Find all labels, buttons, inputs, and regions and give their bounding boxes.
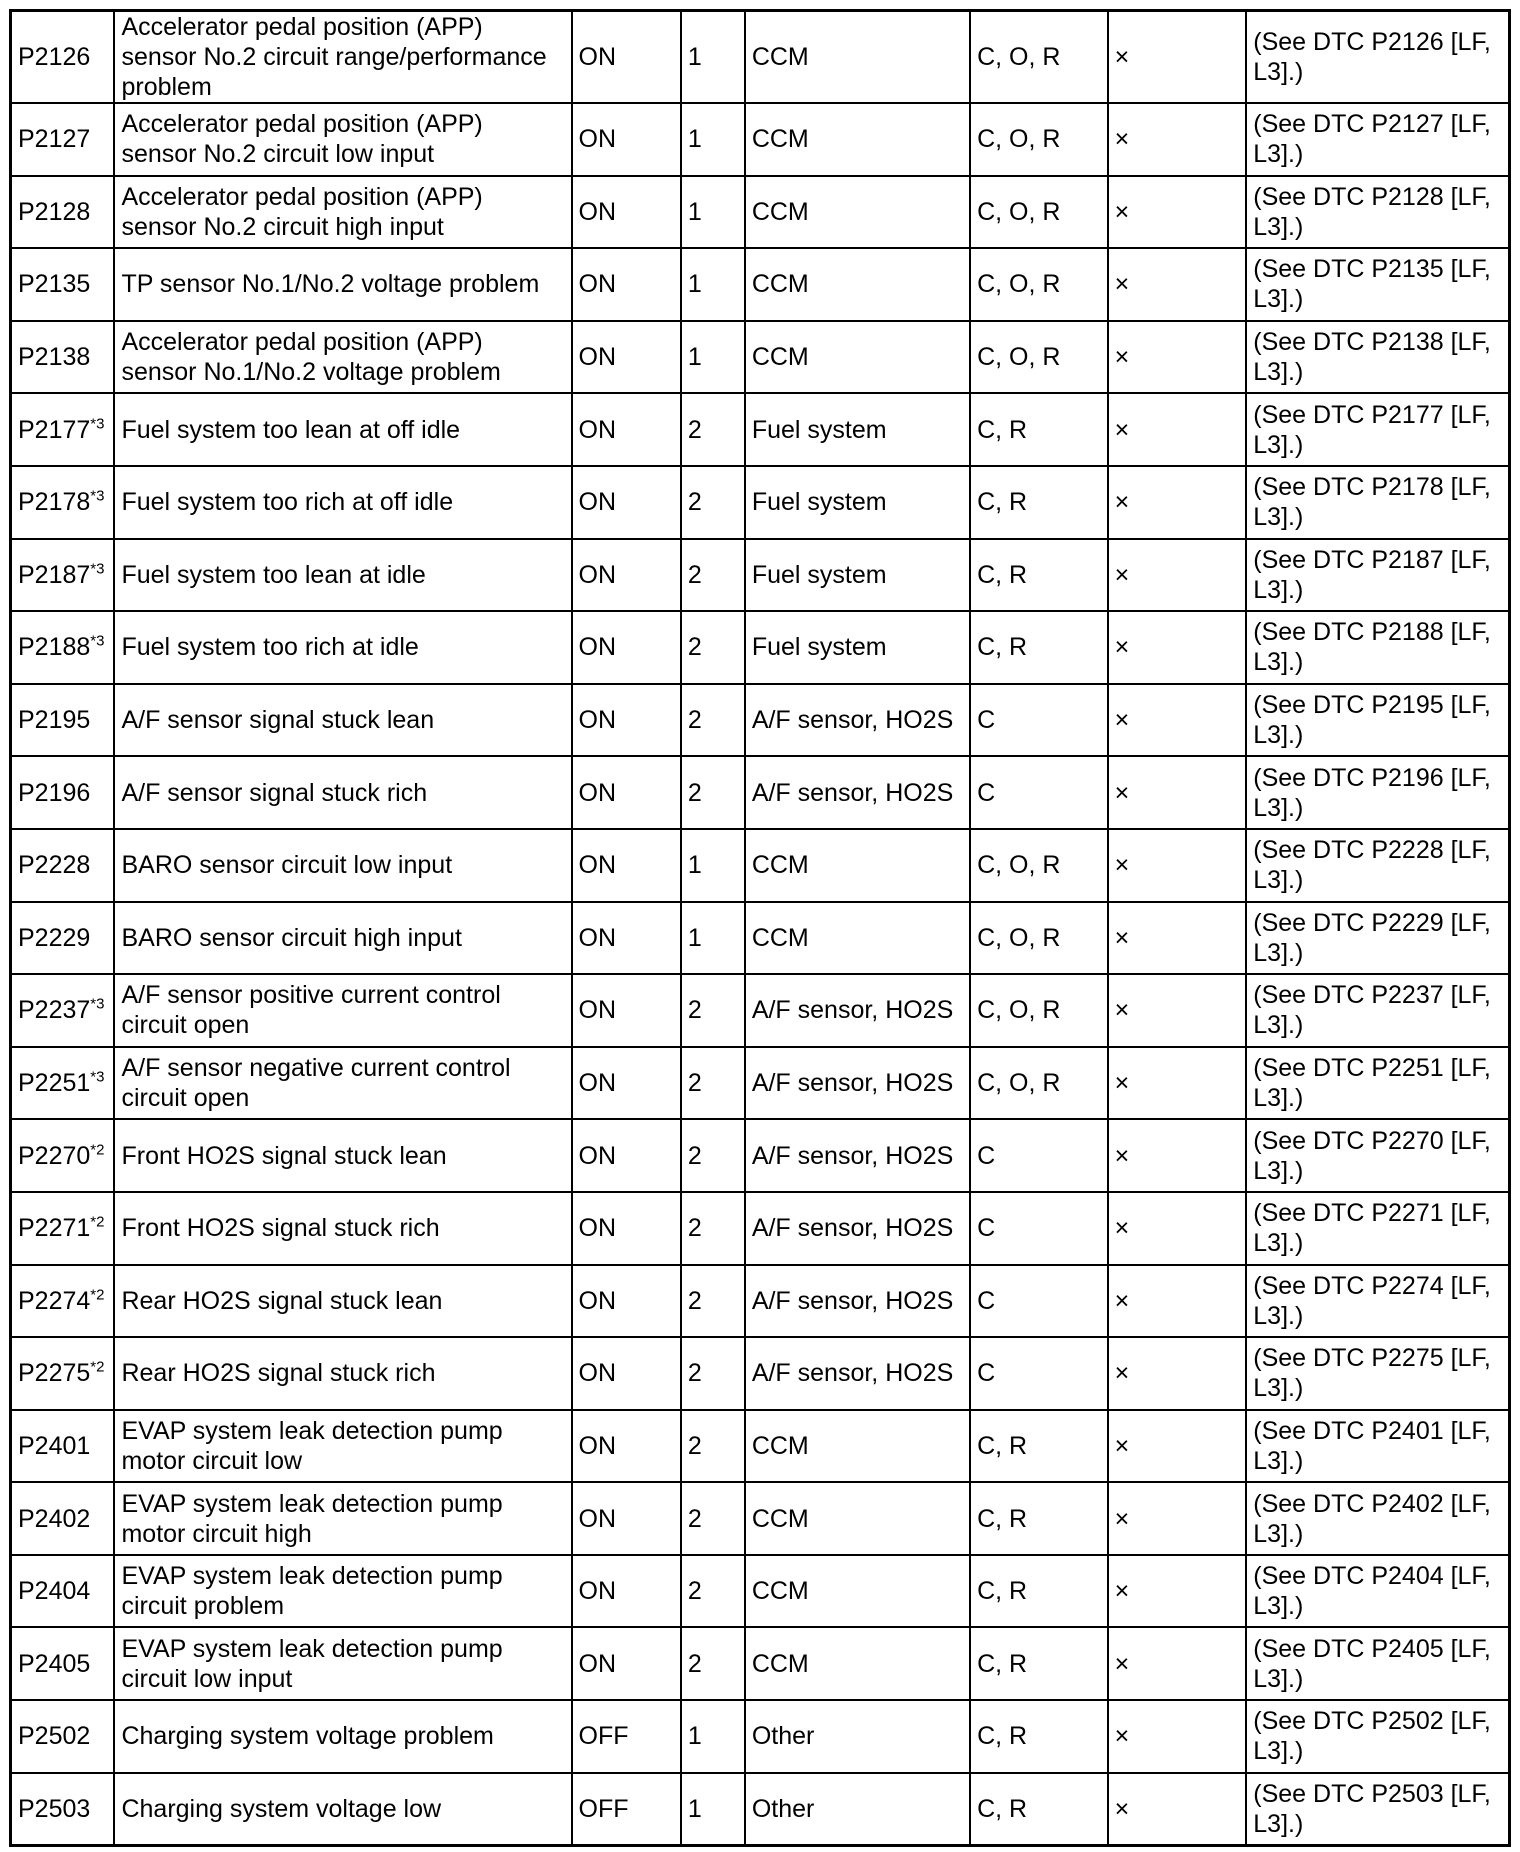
dtc-code: P2187 bbox=[18, 560, 91, 589]
drive-cycle-cell: 2 bbox=[681, 1119, 745, 1192]
dtc-code-footnote: *3 bbox=[90, 996, 105, 1014]
monitor-item-cell: A/F sensor, HO2S bbox=[745, 1337, 970, 1410]
monitor-item-cell: A/F sensor, HO2S bbox=[745, 1119, 970, 1192]
mil-cell: ON bbox=[572, 248, 681, 321]
reference-link[interactable]: (See DTC P2128 [LF, L3].) bbox=[1246, 176, 1509, 249]
dtc-code-cell bbox=[11, 1192, 115, 1265]
mil-cell: ON bbox=[572, 829, 681, 902]
reference-link[interactable]: (See DTC P2228 [LF, L3].) bbox=[1246, 829, 1509, 902]
reference-link[interactable]: (See DTC P2274 [LF, L3].) bbox=[1246, 1265, 1509, 1338]
table-row bbox=[11, 248, 1510, 321]
memory-function-cell: C bbox=[970, 1119, 1108, 1192]
table-row bbox=[11, 611, 1510, 684]
reference-link[interactable]: (See DTC P2404 [LF, L3].) bbox=[1246, 1555, 1509, 1628]
monitor-item-cell: CCM bbox=[745, 1482, 970, 1555]
table-row bbox=[11, 1627, 1510, 1700]
drive-cycle-cell: 1 bbox=[681, 829, 745, 902]
dtc-code-cell bbox=[11, 1700, 115, 1773]
dtc-code: P2196 bbox=[18, 778, 91, 807]
drive-cycle-cell: 1 bbox=[681, 1700, 745, 1773]
table-row bbox=[11, 1773, 1510, 1846]
drive-cycle-cell: 1 bbox=[681, 902, 745, 975]
monitor-item-cell: A/F sensor, HO2S bbox=[745, 1192, 970, 1265]
reference-link[interactable]: (See DTC P2229 [LF, L3].) bbox=[1246, 902, 1509, 975]
dtc-code-cell bbox=[11, 756, 115, 829]
dtc-code-cell bbox=[11, 1265, 115, 1338]
dtc-code-cell bbox=[11, 248, 115, 321]
flag-cell: × bbox=[1108, 684, 1247, 757]
dtc-code: P2405 bbox=[18, 1649, 91, 1678]
flag-cell: × bbox=[1108, 1192, 1247, 1265]
drive-cycle-cell: 2 bbox=[681, 1410, 745, 1483]
dtc-code: P2271 bbox=[18, 1214, 91, 1243]
dtc-code-footnote: *2 bbox=[90, 1286, 105, 1304]
description-cell: Accelerator pedal position (APP) sensor No.1/No.2 voltage problem bbox=[114, 321, 571, 394]
mil-cell: ON bbox=[572, 539, 681, 612]
memory-function-cell: C, O, R bbox=[970, 321, 1108, 394]
dtc-code-cell bbox=[11, 1482, 115, 1555]
mil-cell: ON bbox=[572, 1192, 681, 1265]
table-row bbox=[11, 1555, 1510, 1628]
memory-function-cell: C, O, R bbox=[970, 902, 1108, 975]
flag-cell: × bbox=[1108, 103, 1247, 176]
dtc-code-footnote: *2 bbox=[90, 1141, 105, 1159]
table-row bbox=[11, 1482, 1510, 1555]
dtc-code-cell bbox=[11, 1627, 115, 1700]
table-row bbox=[11, 103, 1510, 176]
memory-function-cell: C, O, R bbox=[970, 1047, 1108, 1120]
monitor-item-cell: Other bbox=[745, 1700, 970, 1773]
dtc-code-cell bbox=[11, 321, 115, 394]
mil-cell: ON bbox=[572, 684, 681, 757]
table-row bbox=[11, 176, 1510, 249]
flag-cell: × bbox=[1108, 611, 1247, 684]
description-cell: Accelerator pedal position (APP) sensor No.2 circuit low input bbox=[114, 103, 571, 176]
memory-function-cell: C, R bbox=[970, 1555, 1108, 1628]
drive-cycle-cell: 2 bbox=[681, 684, 745, 757]
dtc-code: P2138 bbox=[18, 343, 91, 372]
dtc-code: P2275 bbox=[18, 1359, 91, 1388]
memory-function-cell: C, R bbox=[970, 1482, 1108, 1555]
dtc-code-cell bbox=[11, 466, 115, 539]
dtc-code: P2229 bbox=[18, 923, 91, 952]
table-row bbox=[11, 11, 1510, 104]
memory-function-cell: C bbox=[970, 684, 1108, 757]
description-cell: Accelerator pedal position (APP) sensor No.2 circuit high input bbox=[114, 176, 571, 249]
dtc-code-cell bbox=[11, 611, 115, 684]
description-cell: EVAP system leak detection pump motor circuit low bbox=[114, 1410, 571, 1483]
flag-cell: × bbox=[1108, 1482, 1247, 1555]
dtc-code-cell bbox=[11, 11, 115, 104]
monitor-item-cell: CCM bbox=[745, 1410, 970, 1483]
dtc-code: P2274 bbox=[18, 1286, 91, 1315]
table-row bbox=[11, 829, 1510, 902]
flag-cell: × bbox=[1108, 321, 1247, 394]
memory-function-cell: C, R bbox=[970, 1773, 1108, 1846]
memory-function-cell: C, O, R bbox=[970, 974, 1108, 1047]
dtc-code-footnote: *2 bbox=[90, 1213, 105, 1231]
dtc-code: P2228 bbox=[18, 851, 91, 880]
mil-cell: ON bbox=[572, 466, 681, 539]
mil-cell: ON bbox=[572, 1627, 681, 1700]
reference-link[interactable]: (See DTC P2127 [LF, L3].) bbox=[1246, 103, 1509, 176]
reference-link[interactable]: (See DTC P2503 [LF, L3].) bbox=[1246, 1773, 1509, 1846]
monitor-item-cell: A/F sensor, HO2S bbox=[745, 756, 970, 829]
reference-link[interactable]: (See DTC P2401 [LF, L3].) bbox=[1246, 1410, 1509, 1483]
flag-cell: × bbox=[1108, 1700, 1247, 1773]
dtc-code-cell bbox=[11, 1410, 115, 1483]
flag-cell: × bbox=[1108, 1265, 1247, 1338]
flag-cell: × bbox=[1108, 829, 1247, 902]
description-cell: EVAP system leak detection pump motor circuit high bbox=[114, 1482, 571, 1555]
monitor-item-cell: CCM bbox=[745, 248, 970, 321]
dtc-code: P2251 bbox=[18, 1069, 91, 1098]
drive-cycle-cell: 1 bbox=[681, 103, 745, 176]
description-cell: Accelerator pedal position (APP) sensor No.2 circuit range/performance problem bbox=[114, 11, 571, 104]
dtc-code-footnote: *3 bbox=[90, 487, 105, 505]
reference-link[interactable]: (See DTC P2275 [LF, L3].) bbox=[1246, 1337, 1509, 1410]
description-cell: TP sensor No.1/No.2 voltage problem bbox=[114, 248, 571, 321]
mil-cell: ON bbox=[572, 1119, 681, 1192]
dtc-code-cell bbox=[11, 974, 115, 1047]
mil-cell: ON bbox=[572, 11, 681, 104]
dtc-code: P2128 bbox=[18, 197, 91, 226]
monitor-item-cell: A/F sensor, HO2S bbox=[745, 1047, 970, 1120]
table-row bbox=[11, 974, 1510, 1047]
memory-function-cell: C bbox=[970, 1192, 1108, 1265]
memory-function-cell: C, O, R bbox=[970, 176, 1108, 249]
description-cell: BARO sensor circuit low input bbox=[114, 829, 571, 902]
reference-link[interactable]: (See DTC P2271 [LF, L3].) bbox=[1246, 1192, 1509, 1265]
monitor-item-cell: A/F sensor, HO2S bbox=[745, 974, 970, 1047]
reference-link[interactable]: (See DTC P2188 [LF, L3].) bbox=[1246, 611, 1509, 684]
table-row bbox=[11, 1265, 1510, 1338]
mil-cell: ON bbox=[572, 1265, 681, 1338]
monitor-item-cell: CCM bbox=[745, 902, 970, 975]
monitor-item-cell: CCM bbox=[745, 1555, 970, 1628]
drive-cycle-cell: 1 bbox=[681, 1773, 745, 1846]
dtc-code-cell bbox=[11, 103, 115, 176]
description-cell: Fuel system too lean at idle bbox=[114, 539, 571, 612]
flag-cell: × bbox=[1108, 11, 1247, 104]
table-row bbox=[11, 902, 1510, 975]
description-cell: Front HO2S signal stuck lean bbox=[114, 1119, 571, 1192]
drive-cycle-cell: 1 bbox=[681, 321, 745, 394]
mil-cell: ON bbox=[572, 1337, 681, 1410]
mil-cell: ON bbox=[572, 103, 681, 176]
dtc-code-footnote: *2 bbox=[90, 1359, 105, 1377]
dtc-code-cell bbox=[11, 1337, 115, 1410]
dtc-table bbox=[9, 9, 1511, 1847]
dtc-code: P2502 bbox=[18, 1722, 91, 1751]
reference-link[interactable]: (See DTC P2178 [LF, L3].) bbox=[1246, 466, 1509, 539]
description-cell: A/F sensor signal stuck rich bbox=[114, 756, 571, 829]
flag-cell: × bbox=[1108, 1047, 1247, 1120]
dtc-code: P2503 bbox=[18, 1794, 91, 1823]
drive-cycle-cell: 2 bbox=[681, 393, 745, 466]
description-cell: A/F sensor signal stuck lean bbox=[114, 684, 571, 757]
reference-link[interactable]: (See DTC P2195 [LF, L3].) bbox=[1246, 684, 1509, 757]
memory-function-cell: C, R bbox=[970, 466, 1108, 539]
mil-cell: ON bbox=[572, 611, 681, 684]
memory-function-cell: C, O, R bbox=[970, 829, 1108, 902]
drive-cycle-cell: 2 bbox=[681, 1265, 745, 1338]
memory-function-cell: C bbox=[970, 1265, 1108, 1338]
dtc-code-footnote: *3 bbox=[90, 415, 105, 433]
drive-cycle-cell: 2 bbox=[681, 1047, 745, 1120]
reference-link[interactable]: (See DTC P2138 [LF, L3].) bbox=[1246, 321, 1509, 394]
monitor-item-cell: Fuel system bbox=[745, 466, 970, 539]
table-row bbox=[11, 393, 1510, 466]
flag-cell: × bbox=[1108, 248, 1247, 321]
mil-cell: ON bbox=[572, 1410, 681, 1483]
mil-cell: ON bbox=[572, 321, 681, 394]
table-row bbox=[11, 1410, 1510, 1483]
monitor-item-cell: A/F sensor, HO2S bbox=[745, 1265, 970, 1338]
mil-cell: ON bbox=[572, 974, 681, 1047]
flag-cell: × bbox=[1108, 1119, 1247, 1192]
reference-link[interactable]: (See DTC P2135 [LF, L3].) bbox=[1246, 248, 1509, 321]
flag-cell: × bbox=[1108, 539, 1247, 612]
reference-link[interactable]: (See DTC P2402 [LF, L3].) bbox=[1246, 1482, 1509, 1555]
dtc-code-cell bbox=[11, 393, 115, 466]
drive-cycle-cell: 2 bbox=[681, 1627, 745, 1700]
table-row bbox=[11, 1119, 1510, 1192]
monitor-item-cell: CCM bbox=[745, 829, 970, 902]
reference-link[interactable]: (See DTC P2187 [LF, L3].) bbox=[1246, 539, 1509, 612]
dtc-code-footnote: *3 bbox=[90, 633, 105, 651]
table-row bbox=[11, 466, 1510, 539]
reference-link[interactable]: (See DTC P2237 [LF, L3].) bbox=[1246, 974, 1509, 1047]
dtc-code-cell bbox=[11, 176, 115, 249]
monitor-item-cell: Fuel system bbox=[745, 539, 970, 612]
drive-cycle-cell: 2 bbox=[681, 1555, 745, 1628]
memory-function-cell: C, R bbox=[970, 1410, 1108, 1483]
table-row bbox=[11, 684, 1510, 757]
drive-cycle-cell: 2 bbox=[681, 756, 745, 829]
drive-cycle-cell: 1 bbox=[681, 11, 745, 104]
dtc-code: P2135 bbox=[18, 270, 91, 299]
mil-cell: ON bbox=[572, 1482, 681, 1555]
description-cell: Rear HO2S signal stuck rich bbox=[114, 1337, 571, 1410]
reference-link[interactable]: (See DTC P2270 [LF, L3].) bbox=[1246, 1119, 1509, 1192]
flag-cell: × bbox=[1108, 974, 1247, 1047]
mil-cell: ON bbox=[572, 902, 681, 975]
drive-cycle-cell: 2 bbox=[681, 1192, 745, 1265]
dtc-code-cell bbox=[11, 684, 115, 757]
dtc-code-cell bbox=[11, 1555, 115, 1628]
mil-cell: OFF bbox=[572, 1700, 681, 1773]
flag-cell: × bbox=[1108, 902, 1247, 975]
table-row bbox=[11, 539, 1510, 612]
drive-cycle-cell: 1 bbox=[681, 248, 745, 321]
memory-function-cell: C, O, R bbox=[970, 11, 1108, 104]
dtc-code: P2177 bbox=[18, 415, 91, 444]
memory-function-cell: C, R bbox=[970, 393, 1108, 466]
dtc-code-cell bbox=[11, 829, 115, 902]
description-cell: Fuel system too rich at off idle bbox=[114, 466, 571, 539]
reference-link[interactable]: (See DTC P2126 [LF, L3].) bbox=[1246, 11, 1509, 104]
flag-cell: × bbox=[1108, 1555, 1247, 1628]
dtc-code: P2126 bbox=[18, 43, 91, 71]
dtc-code-cell bbox=[11, 1773, 115, 1846]
drive-cycle-cell: 2 bbox=[681, 539, 745, 612]
mil-cell: ON bbox=[572, 393, 681, 466]
dtc-code: P2270 bbox=[18, 1141, 91, 1170]
description-cell: A/F sensor positive current control circuit open bbox=[114, 974, 571, 1047]
drive-cycle-cell: 2 bbox=[681, 611, 745, 684]
flag-cell: × bbox=[1108, 1337, 1247, 1410]
memory-function-cell: C, R bbox=[970, 611, 1108, 684]
table-row bbox=[11, 1047, 1510, 1120]
description-cell: EVAP system leak detection pump circuit problem bbox=[114, 1555, 571, 1628]
dtc-code: P2195 bbox=[18, 706, 91, 735]
table-row bbox=[11, 756, 1510, 829]
drive-cycle-cell: 2 bbox=[681, 1482, 745, 1555]
drive-cycle-cell: 1 bbox=[681, 176, 745, 249]
drive-cycle-cell: 2 bbox=[681, 466, 745, 539]
memory-function-cell: C, R bbox=[970, 1627, 1108, 1700]
description-cell: BARO sensor circuit high input bbox=[114, 902, 571, 975]
monitor-item-cell: Fuel system bbox=[745, 611, 970, 684]
memory-function-cell: C bbox=[970, 756, 1108, 829]
memory-function-cell: C, O, R bbox=[970, 103, 1108, 176]
dtc-code-cell bbox=[11, 1119, 115, 1192]
flag-cell: × bbox=[1108, 393, 1247, 466]
monitor-item-cell: Fuel system bbox=[745, 393, 970, 466]
reference-link[interactable]: (See DTC P2502 [LF, L3].) bbox=[1246, 1700, 1509, 1773]
flag-cell: × bbox=[1108, 466, 1247, 539]
mil-cell: ON bbox=[572, 1047, 681, 1120]
monitor-item-cell: CCM bbox=[745, 176, 970, 249]
memory-function-cell: C bbox=[970, 1337, 1108, 1410]
table-row bbox=[11, 1192, 1510, 1265]
reference-link[interactable]: (See DTC P2251 [LF, L3].) bbox=[1246, 1047, 1509, 1120]
mil-cell: ON bbox=[572, 1555, 681, 1628]
reference-link[interactable]: (See DTC P2177 [LF, L3].) bbox=[1246, 393, 1509, 466]
table-row bbox=[11, 1337, 1510, 1410]
flag-cell: × bbox=[1108, 756, 1247, 829]
mil-cell: OFF bbox=[572, 1773, 681, 1846]
dtc-code-footnote: *3 bbox=[90, 560, 105, 578]
monitor-item-cell: Other bbox=[745, 1773, 970, 1846]
drive-cycle-cell: 2 bbox=[681, 974, 745, 1047]
monitor-item-cell: CCM bbox=[745, 103, 970, 176]
description-cell: Charging system voltage problem bbox=[114, 1700, 571, 1773]
drive-cycle-cell: 2 bbox=[681, 1337, 745, 1410]
reference-link[interactable]: (See DTC P2196 [LF, L3].) bbox=[1246, 756, 1509, 829]
description-cell: EVAP system leak detection pump circuit low input bbox=[114, 1627, 571, 1700]
dtc-code: P2237 bbox=[18, 996, 91, 1025]
dtc-code: P2178 bbox=[18, 488, 91, 517]
dtc-code: P2188 bbox=[18, 633, 91, 662]
description-cell: Front HO2S signal stuck rich bbox=[114, 1192, 571, 1265]
flag-cell: × bbox=[1108, 1410, 1247, 1483]
dtc-code-cell bbox=[11, 902, 115, 975]
monitor-item-cell: CCM bbox=[745, 11, 970, 104]
monitor-item-cell: CCM bbox=[745, 1627, 970, 1700]
description-cell: Fuel system too rich at idle bbox=[114, 611, 571, 684]
memory-function-cell: C, O, R bbox=[970, 248, 1108, 321]
dtc-code: P2404 bbox=[18, 1577, 91, 1606]
description-cell: A/F sensor negative current control circuit open bbox=[114, 1047, 571, 1120]
description-cell: Charging system voltage low bbox=[114, 1773, 571, 1846]
dtc-code-cell bbox=[11, 1047, 115, 1120]
reference-link[interactable]: (See DTC P2405 [LF, L3].) bbox=[1246, 1627, 1509, 1700]
dtc-code-footnote: *3 bbox=[90, 1068, 105, 1086]
dtc-code: P2401 bbox=[18, 1431, 91, 1460]
memory-function-cell: C, R bbox=[970, 1700, 1108, 1773]
monitor-item-cell: A/F sensor, HO2S bbox=[745, 684, 970, 757]
mil-cell: ON bbox=[572, 176, 681, 249]
table-row bbox=[11, 321, 1510, 394]
flag-cell: × bbox=[1108, 176, 1247, 249]
mil-cell: ON bbox=[572, 756, 681, 829]
dtc-code: P2127 bbox=[18, 125, 91, 154]
description-cell: Rear HO2S signal stuck lean bbox=[114, 1265, 571, 1338]
description-cell: Fuel system too lean at off idle bbox=[114, 393, 571, 466]
flag-cell: × bbox=[1108, 1627, 1247, 1700]
dtc-table-body bbox=[11, 11, 1510, 1846]
monitor-item-cell: CCM bbox=[745, 321, 970, 394]
memory-function-cell: C, R bbox=[970, 539, 1108, 612]
dtc-code: P2402 bbox=[18, 1504, 91, 1533]
table-row bbox=[11, 1700, 1510, 1773]
dtc-code-cell bbox=[11, 539, 115, 612]
flag-cell: × bbox=[1108, 1773, 1247, 1846]
